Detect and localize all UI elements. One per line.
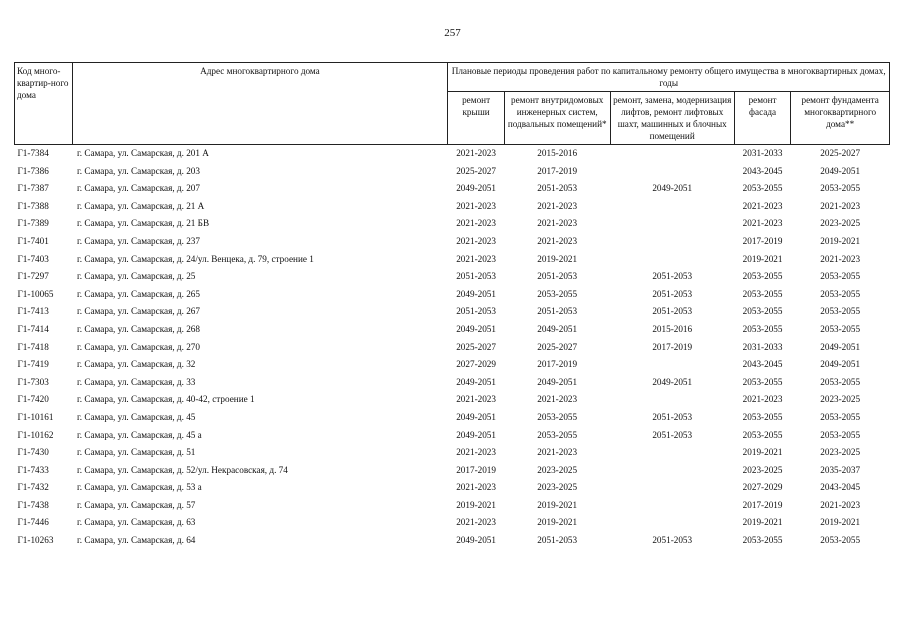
cell-roof: 2021-2023: [456, 200, 496, 211]
cell-elevators: [610, 215, 734, 233]
cell-code: Г1-7297: [17, 271, 49, 282]
cell-roof: 2051-2053: [456, 271, 496, 282]
cell-facade: 2017-2019: [742, 499, 783, 510]
cell-foundation: 2023-2025: [820, 394, 861, 405]
cell-facade: 2053-2055: [742, 323, 783, 334]
cell-roof: 2021-2023: [456, 148, 496, 158]
cell-systems: 2019-2021: [537, 517, 578, 528]
table-row: [15, 251, 890, 269]
table-body: [15, 145, 890, 550]
cell-elevators: [610, 462, 734, 480]
cell-foundation: 2049-2051: [820, 165, 861, 176]
cell-roof: 2025-2027: [456, 165, 496, 176]
cell-systems: 2049-2051: [537, 376, 578, 387]
cell-code: Г1-7386: [17, 165, 49, 176]
table-row: [15, 180, 890, 198]
cell-roof: 2021-2023: [456, 447, 496, 458]
cell-roof: 2021-2023: [456, 517, 496, 528]
cell-code: Г1-7419: [17, 359, 49, 370]
header-address: Адрес многоквартирного дома: [72, 63, 448, 145]
cell-facade: 2043-2045: [742, 165, 783, 176]
table-row: [15, 444, 890, 462]
cell-roof: 2051-2053: [456, 306, 496, 317]
cell-code: Г1-7418: [17, 341, 49, 352]
cell-roof: 2021-2023: [456, 394, 496, 405]
cell-code: Г1-7401: [17, 235, 49, 246]
cell-code: Г1-7446: [17, 517, 49, 528]
cell-elevators: 2017-2019: [652, 341, 693, 352]
cell-address: г. Самара, ул. Самарская, д. 64: [77, 535, 196, 546]
cell-roof: 2025-2027: [456, 341, 496, 352]
header-foundation: ремонт фундамента многоквартирного дома**: [791, 92, 890, 145]
cell-facade: 2053-2055: [742, 411, 783, 422]
cell-systems: 2023-2025: [537, 464, 578, 475]
cell-elevators: 2051-2053: [652, 429, 693, 440]
cell-roof: 2049-2051: [456, 376, 496, 387]
cell-facade: 2053-2055: [742, 535, 783, 546]
cell-address: г. Самара, ул. Самарская, д. 267: [77, 306, 200, 317]
cell-roof: 2019-2021: [456, 499, 496, 510]
cell-code: Г1-7389: [17, 218, 49, 229]
cell-roof: 2021-2023: [456, 218, 496, 229]
table-row: [15, 286, 890, 304]
cell-elevators: [610, 497, 734, 515]
cell-elevators: [610, 145, 734, 163]
table-row: [15, 215, 890, 233]
cell-address: г. Самара, ул. Самарская, д. 57: [77, 499, 196, 510]
cell-elevators: [610, 514, 734, 532]
cell-systems: 2053-2055: [537, 411, 578, 422]
cell-elevators: 2049-2051: [652, 183, 693, 194]
cell-systems: 2053-2055: [537, 429, 578, 440]
cell-systems: 2049-2051: [537, 323, 578, 334]
cell-elevators: 2049-2051: [652, 376, 693, 387]
cell-code: Г1-7384: [17, 148, 49, 158]
cell-systems: 2021-2023: [537, 200, 578, 211]
cell-foundation: 2053-2055: [820, 411, 861, 422]
cell-foundation: 2053-2055: [820, 535, 861, 546]
cell-roof: 2049-2051: [456, 411, 496, 422]
cell-foundation: 2023-2025: [820, 218, 861, 229]
cell-foundation: 2053-2055: [820, 306, 861, 317]
header-roof: ремонт крыши: [448, 92, 504, 145]
cell-address: г. Самара, ул. Самарская, д. 32: [77, 359, 196, 370]
cell-foundation: 2035-2037: [820, 464, 861, 475]
cell-address: г. Самара, ул. Самарская, д. 45 а: [77, 429, 202, 440]
cell-foundation: 2021-2023: [820, 499, 861, 510]
cell-address: г. Самара, ул. Самарская, д. 201 А: [77, 148, 209, 158]
cell-systems: 2021-2023: [537, 235, 578, 246]
cell-address: г. Самара, ул. Самарская, д. 63: [77, 517, 196, 528]
cell-foundation: 2043-2045: [820, 482, 861, 493]
cell-elevators: 2015-2016: [652, 323, 693, 334]
cell-code: Г1-10161: [17, 411, 54, 422]
table-row: [15, 427, 890, 445]
header-elevators: ремонт, замена, модернизация лифтов, ремонт лифтовых шахт, машинных и блочных помещений: [610, 92, 734, 145]
cell-facade: 2019-2021: [742, 447, 783, 458]
cell-facade: 2053-2055: [742, 429, 783, 440]
cell-code: Г1-7433: [17, 464, 49, 475]
table-row: [15, 479, 890, 497]
cell-address: г. Самара, ул. Самарская, д. 52/ул. Некрасовская, д. 74: [77, 464, 288, 475]
cell-elevators: [610, 198, 734, 216]
cell-systems: 2051-2053: [537, 535, 578, 546]
cell-roof: 2049-2051: [456, 288, 496, 299]
cell-systems: 2017-2019: [537, 165, 578, 176]
cell-roof: 2021-2023: [456, 482, 496, 493]
cell-roof: 2049-2051: [456, 535, 496, 546]
cell-facade: 2043-2045: [742, 359, 783, 370]
cell-address: г. Самара, ул. Самарская, д. 237: [77, 235, 200, 246]
cell-foundation: 2025-2027: [820, 148, 861, 158]
cell-foundation: 2053-2055: [820, 429, 861, 440]
cell-code: Г1-7432: [17, 482, 49, 493]
table-row: [15, 163, 890, 181]
cell-foundation: 2053-2055: [820, 288, 861, 299]
cell-facade: 2053-2055: [742, 376, 783, 387]
cell-code: Г1-7414: [17, 323, 49, 334]
cell-code: Г1-7430: [17, 447, 49, 458]
cell-foundation: 2021-2023: [820, 200, 861, 211]
cell-elevators: [610, 479, 734, 497]
cell-elevators: 2051-2053: [652, 411, 693, 422]
table-row: [15, 339, 890, 357]
cell-facade: 2027-2029: [742, 482, 783, 493]
cell-roof: 2021-2023: [456, 235, 496, 246]
cell-facade: 2053-2055: [742, 306, 783, 317]
cell-address: г. Самара, ул. Самарская, д. 21 БВ: [77, 218, 210, 229]
cell-code: Г1-10065: [17, 288, 54, 299]
cell-foundation: 2053-2055: [820, 323, 861, 334]
table-row: [15, 321, 890, 339]
table-row: [15, 233, 890, 251]
cell-code: Г1-7438: [17, 499, 49, 510]
cell-roof: 2049-2051: [456, 323, 496, 334]
cell-systems: 2021-2023: [537, 447, 578, 458]
header-systems: ремонт внутридомовых инженерных систем, подвальных помещений*: [504, 92, 610, 145]
cell-systems: 2021-2023: [537, 394, 578, 405]
cell-elevators: [610, 233, 734, 251]
cell-systems: 2051-2053: [537, 183, 578, 194]
table-row: [15, 356, 890, 374]
table-row: [15, 391, 890, 409]
cell-facade: 2021-2023: [742, 218, 783, 229]
cell-elevators: [610, 391, 734, 409]
cell-code: Г1-7403: [17, 253, 49, 264]
cell-address: г. Самара, ул. Самарская, д. 21 А: [77, 200, 205, 211]
cell-address: г. Самара, ул. Самарская, д. 203: [77, 165, 200, 176]
cell-systems: 2025-2027: [537, 341, 578, 352]
cell-systems: 2021-2023: [537, 218, 578, 229]
cell-elevators: [610, 444, 734, 462]
table-row: [15, 145, 890, 163]
header-facade: ремонт фасада: [734, 92, 790, 145]
cell-roof: 2021-2023: [456, 253, 496, 264]
cell-address: г. Самара, ул. Самарская, д. 45: [77, 411, 196, 422]
cell-facade: 2021-2023: [742, 200, 783, 211]
table-row: [15, 462, 890, 480]
page-number: 257: [444, 27, 461, 39]
table-row: [15, 532, 890, 550]
cell-foundation: 2053-2055: [820, 376, 861, 387]
cell-roof: 2049-2051: [456, 429, 496, 440]
cell-address: г. Самара, ул. Самарская, д. 40-42, строение 1: [77, 394, 255, 405]
table-row: [15, 409, 890, 427]
cell-code: Г1-7303: [17, 376, 49, 387]
cell-foundation: 2019-2021: [820, 517, 861, 528]
cell-foundation: 2019-2021: [820, 235, 861, 246]
cell-foundation: 2021-2023: [820, 253, 861, 264]
cell-code: Г1-7387: [17, 183, 49, 194]
cell-facade: 2053-2055: [742, 288, 783, 299]
cell-facade: 2053-2055: [742, 183, 783, 194]
cell-facade: 2031-2033: [742, 148, 783, 158]
cell-facade: 2053-2055: [742, 271, 783, 282]
table-row: [15, 303, 890, 321]
cell-systems: 2051-2053: [537, 271, 578, 282]
cell-elevators: 2051-2053: [652, 271, 693, 282]
cell-foundation: 2023-2025: [820, 447, 861, 458]
cell-code: Г1-10263: [17, 535, 54, 546]
cell-elevators: [610, 356, 734, 374]
cell-systems: 2053-2055: [537, 288, 578, 299]
cell-elevators: 2051-2053: [652, 306, 693, 317]
table-row: [15, 497, 890, 515]
repair-schedule-table: [14, 62, 890, 550]
cell-address: г. Самара, ул. Самарская, д. 51: [77, 447, 196, 458]
cell-facade: 2023-2025: [742, 464, 783, 475]
cell-address: г. Самара, ул. Самарская, д. 268: [77, 323, 200, 334]
cell-foundation: 2049-2051: [820, 341, 861, 352]
cell-systems: 2019-2021: [537, 499, 578, 510]
cell-foundation: 2053-2055: [820, 183, 861, 194]
cell-systems: 2051-2053: [537, 306, 578, 317]
table-row: [15, 268, 890, 286]
cell-systems: 2023-2025: [537, 482, 578, 493]
cell-facade: 2031-2033: [742, 341, 783, 352]
cell-foundation: 2049-2051: [820, 359, 861, 370]
cell-code: Г1-7388: [17, 200, 49, 211]
cell-facade: 2017-2019: [742, 235, 783, 246]
cell-systems: 2019-2021: [537, 253, 578, 264]
cell-roof: 2017-2019: [456, 464, 496, 475]
cell-roof: 2027-2029: [456, 359, 496, 370]
cell-facade: 2019-2021: [742, 253, 783, 264]
table-row: [15, 374, 890, 392]
cell-address: г. Самара, ул. Самарская, д. 24/ул. Венцека, д. 79, строение 1: [77, 253, 314, 264]
cell-code: Г1-7413: [17, 306, 49, 317]
header-code: Код много-квартир-ного дома: [15, 63, 73, 145]
cell-code: Г1-10162: [17, 429, 54, 440]
cell-elevators: [610, 163, 734, 181]
cell-code: Г1-7420: [17, 394, 49, 405]
cell-roof: 2049-2051: [456, 183, 496, 194]
header-periods: Плановые периоды проведения работ по капитальному ремонту общего имущества в многоквартирных домах, годы: [448, 63, 890, 92]
table-row: [15, 198, 890, 216]
cell-elevators: 2051-2053: [652, 535, 693, 546]
cell-facade: 2019-2021: [742, 517, 783, 528]
cell-address: г. Самара, ул. Самарская, д. 207: [77, 183, 200, 194]
cell-address: г. Самара, ул. Самарская, д. 25: [77, 271, 196, 282]
table-row: [15, 514, 890, 532]
cell-address: г. Самара, ул. Самарская, д. 53 а: [77, 482, 202, 493]
cell-systems: 2017-2019: [537, 359, 578, 370]
cell-systems: 2015-2016: [537, 148, 578, 158]
cell-facade: 2021-2023: [742, 394, 783, 405]
cell-elevators: [610, 251, 734, 269]
cell-address: г. Самара, ул. Самарская, д. 265: [77, 288, 200, 299]
cell-foundation: 2053-2055: [820, 271, 861, 282]
cell-elevators: 2051-2053: [652, 288, 693, 299]
cell-address: г. Самара, ул. Самарская, д. 270: [77, 341, 200, 352]
cell-address: г. Самара, ул. Самарская, д. 33: [77, 376, 196, 387]
